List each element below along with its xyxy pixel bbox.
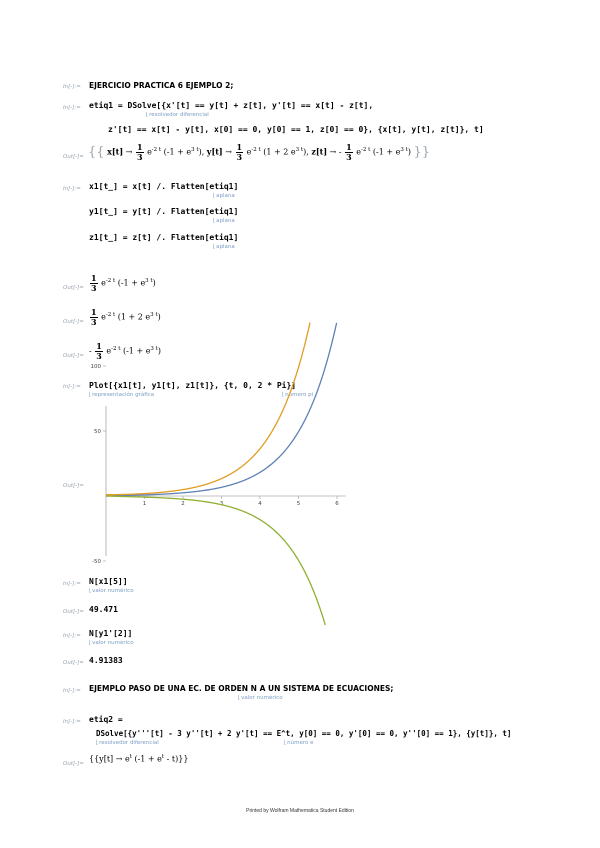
n-y1-input[interactable]: N[y1'[2]] — [89, 629, 133, 638]
in-label: In[-]:= — [63, 384, 81, 390]
etiq2-input-line1[interactable]: etiq2 = — [89, 715, 123, 724]
out-label: Out[-]= — [63, 609, 84, 615]
x1-definition[interactable]: x1[t_] = x[t] /. Flatten[etiq1] — [89, 182, 239, 191]
x1-output[interactable]: $\frac{1}{3}$ $e^{-2 t}$ $(-1 + e^{3 t})$ — [91, 273, 156, 293]
plot-input[interactable]: Plot[{x1[t], y1[t], z1[t]}, {t, 0, 2 * Pi}] — [89, 381, 297, 390]
plot-hint: ⌊ representación gráfica — [89, 392, 154, 398]
in-label: In[-]:= — [63, 84, 81, 90]
etiq2-input-line2[interactable]: DSolve[{y'''[t] - 3 y''[t] + 2 y'[t] == E^t, y[0] == 0, y'[0] == 0, y''[0] == 1}, {y[t]}, t] — [96, 729, 512, 738]
x-tick-label: 1 — [142, 501, 147, 507]
dsolve-hint: ⌊ resolvedor diferencial — [96, 740, 159, 746]
numeric-hint: ⌊ valor numérico — [89, 640, 134, 646]
x-tick-label: 3 — [219, 501, 224, 507]
y-tick-label: 100 — [90, 364, 101, 370]
numeric-hint: ⌊ valor numérico — [89, 588, 134, 594]
n-x1-input[interactable]: N[x1[5]] — [89, 577, 128, 586]
z1-output[interactable]: - $\frac{1}{3}$ $e^{-2 t}$ $(-1 + e^{3 t})$ — [89, 341, 162, 361]
dsolve-output[interactable]: {{ x[t] → $\frac{1}{3}$ $e^{-2 t}$ $(-1 + e^{3 t})$, y[t] → $\frac{1}{3}$ $e^{-2 t}$ (1 + 2 $e^{3 t}$), z[t] → - $\frac{1}{3}$ $e^{-2 t}$ $(-1 + e^{3 t})$ }} — [88, 142, 431, 162]
aplana-hint: ⌊ aplana — [213, 244, 235, 250]
in-label: In[-]:= — [63, 633, 81, 639]
in-label: In[-]:= — [63, 105, 81, 111]
in-label: In[-]:= — [63, 581, 81, 587]
x-tick-label: 5 — [296, 501, 301, 507]
dsolve-input-line2[interactable]: z'[t] == x[t] - y[t], x[0] == 0, y[0] == 1, z[0] == 0}, {x[t], y[t], z[t]}, t] — [108, 125, 484, 134]
y-tick-label: 50 — [94, 429, 101, 435]
in-label: In[-]:= — [63, 186, 81, 192]
series-z1-line — [106, 496, 325, 625]
in-label: In[-]:= — [63, 719, 81, 725]
x-tick-label: 4 — [258, 501, 262, 507]
footer-text: Printed by Wolfram Mathematica Student Edition — [246, 808, 354, 814]
etiq2-output[interactable]: {{$y[t] \to e^t$ $(-1 + e^t - t)$}} — [89, 754, 189, 764]
numeric-hint: ⌊ valor numérico — [238, 695, 283, 701]
out-label: Out[-]= — [63, 154, 84, 160]
in-label: In[-]:= — [63, 688, 81, 694]
pi-hint: ⌊ número pi — [282, 392, 313, 398]
aplana-hint: ⌊ aplana — [213, 218, 235, 224]
title-text[interactable]: EJERCICIO PRACTICA 6 EJEMPLO 2; — [89, 81, 234, 90]
y1-output[interactable]: $\frac{1}{3}$ $e^{-2 t}$ (1 + 2 $e^{3 t}$) — [91, 307, 161, 327]
aplana-hint: ⌊ aplana — [213, 193, 235, 199]
e-hint: ⌊ número e — [284, 740, 314, 746]
y1-definition[interactable]: y1[t_] = y[t] /. Flatten[etiq1] — [89, 207, 239, 216]
out-label: Out[-]= — [63, 285, 84, 291]
z1-definition[interactable]: z1[t_] = z[t] /. Flatten[etiq1] — [89, 233, 239, 242]
n-x1-output[interactable]: 49.471 — [89, 605, 118, 614]
section-text[interactable]: EJEMPLO PASO DE UNA EC. DE ORDEN N A UN SISTEMA DE ECUACIONES; — [89, 684, 394, 693]
out-label: Out[-]= — [63, 660, 84, 666]
dsolve-input-line1[interactable]: etiq1 = DSolve[{x'[t] == y[t] + z[t], y'[t] == x[t] - z[t], — [89, 101, 374, 110]
n-y1-output[interactable]: 4.91383 — [89, 656, 123, 665]
dsolve-hint: ⌊ resolvedor diferencial — [146, 112, 209, 118]
out-label: Out[-]= — [63, 761, 84, 767]
x-tick-label: 6 — [335, 501, 339, 507]
out-label: Out[-]= — [63, 483, 84, 489]
x-tick-label: 2 — [181, 501, 185, 507]
out-label: Out[-]= — [63, 353, 84, 359]
y-tick-label: -50 — [92, 559, 101, 565]
out-label: Out[-]= — [63, 319, 84, 325]
